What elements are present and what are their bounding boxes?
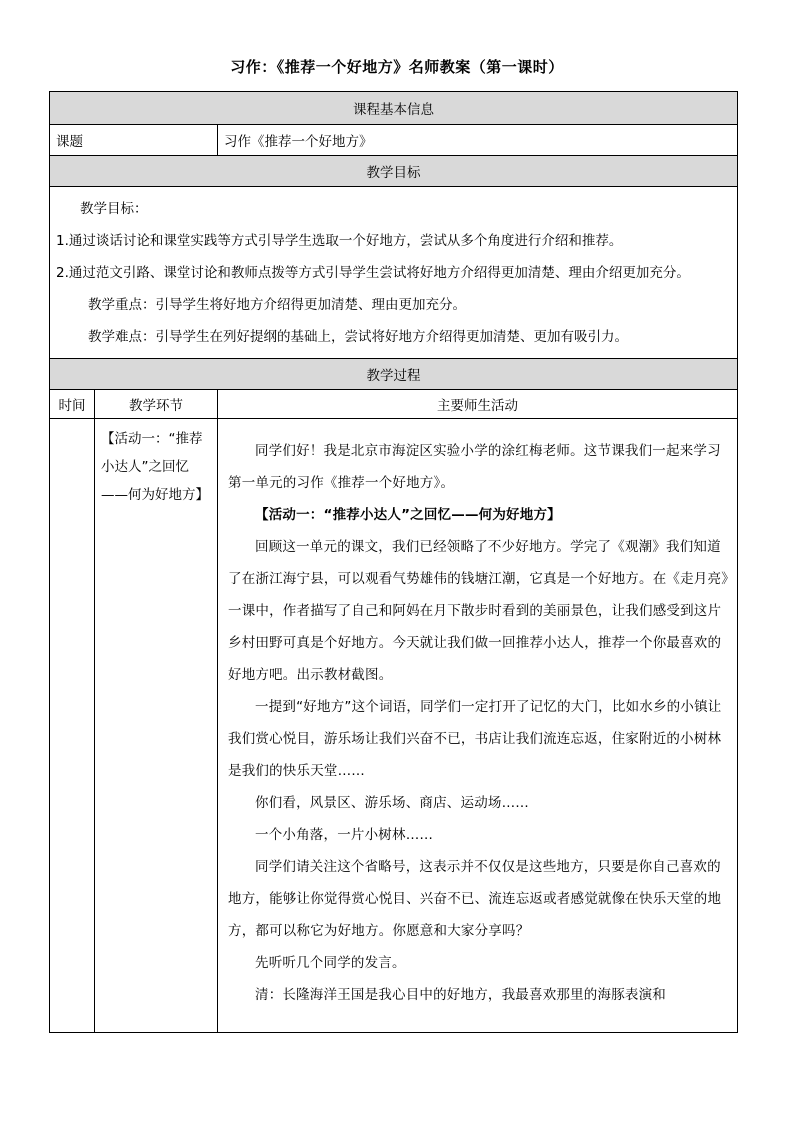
column-header-stage: 教学环节 bbox=[95, 390, 218, 419]
key-point: 教学重点：引导学生将好地方介绍得更加清楚、理由更加充分。 bbox=[88, 297, 466, 313]
topic-label: 课题 bbox=[50, 125, 218, 156]
document-title: 习作：《推荐一个好地方》名师教案（第一课时） bbox=[230, 58, 564, 76]
paragraph-places: 你们看，风景区、游乐场、商店、运动场…… bbox=[255, 795, 529, 811]
main-activities-cell bbox=[218, 419, 738, 1033]
paragraph-review: 回顾这一单元的课文，我们已经领略了不少好地方。学完了《观潮》我们知道了在浙江海宁县，可以观看气势雄伟的钱塘江潮，它真是一个好地方。在《走月亮》一课中，作者描写了自己和阿妈在月下散步时看到的美丽景色，让我们感受到这片乡村田野可真是个好地方。今天就让我们做一回推荐小达人，推荐一个你最喜欢的好地方吧。出示教材截图。 bbox=[228, 539, 729, 683]
process-header: 教学过程 bbox=[50, 359, 738, 390]
difficulty: 教学难点：引导学生在列好提纲的基础上，尝试将好地方介绍得更加清楚、更加有吸引力。 bbox=[88, 329, 628, 345]
paragraph-student: 清：长隆海洋王国是我心目中的好地方，我最喜欢那里的海豚表演和 bbox=[255, 987, 666, 1003]
objective-item-2: 2.通过范文引路、课堂讨论和教师点拨等方式引导学生尝试将好地方介绍得更加清楚、理由介绍更加充分。 bbox=[56, 265, 690, 281]
paragraph-greeting: 同学们好！我是北京市海淀区实验小学的涂红梅老师。这节课我们一起来学习第一单元的习作《推荐一个好地方》。 bbox=[228, 443, 721, 491]
objectives-cell bbox=[50, 187, 738, 359]
objectives-header-row bbox=[50, 156, 738, 187]
basic-info-header-row bbox=[50, 92, 738, 125]
process-content-row bbox=[50, 419, 738, 1033]
process-columns-row bbox=[50, 390, 738, 419]
objective-item-1: 1.通过谈话讨论和课堂实践等方式引导学生选取一个好地方，尝试从多个角度进行介绍和推荐。 bbox=[56, 233, 623, 249]
objectives-header: 教学目标 bbox=[50, 156, 738, 187]
topic-row bbox=[50, 125, 738, 156]
lesson-plan-table bbox=[49, 91, 738, 1033]
column-header-time: 时间 bbox=[50, 390, 95, 419]
process-header-row bbox=[50, 359, 738, 390]
objectives-row bbox=[50, 187, 738, 359]
objectives-intro: 教学目标： bbox=[80, 201, 148, 217]
topic-value: 习作《推荐一个好地方》 bbox=[218, 125, 738, 156]
column-header-activities: 主要师生活动 bbox=[218, 390, 738, 419]
basic-info-header: 课程基本信息 bbox=[50, 92, 738, 125]
paragraph-corner: 一个小角落，一片小树林…… bbox=[255, 827, 434, 843]
paragraph-memory: 一提到“好地方”这个词语，同学们一定打开了记忆的大门，比如水乡的小镇让我们赏心悦目，游乐场让我们兴奋不已，书店让我们流连忘返，住家附近的小树林是我们的快乐天堂…… bbox=[228, 699, 722, 779]
time-cell bbox=[50, 419, 95, 1033]
paragraph-activity-heading: 【活动一：“推荐小达人”之回忆——何为好地方】 bbox=[255, 507, 561, 523]
activity-name-cell: 【活动一：“推荐小达人”之回忆——何为好地方】 bbox=[95, 419, 218, 1033]
paragraph-ellipsis: 同学们请关注这个省略号，这表示并不仅仅是这些地方，只要是你自己喜欢的地方，能够让你觉得赏心悦目、兴奋不已、流连忘返或者感觉就像在快乐天堂的地方，都可以称它为好地方。你愿意和大家分享吗？ bbox=[228, 859, 722, 939]
paragraph-listen: 先听听几个同学的发言。 bbox=[255, 955, 406, 971]
